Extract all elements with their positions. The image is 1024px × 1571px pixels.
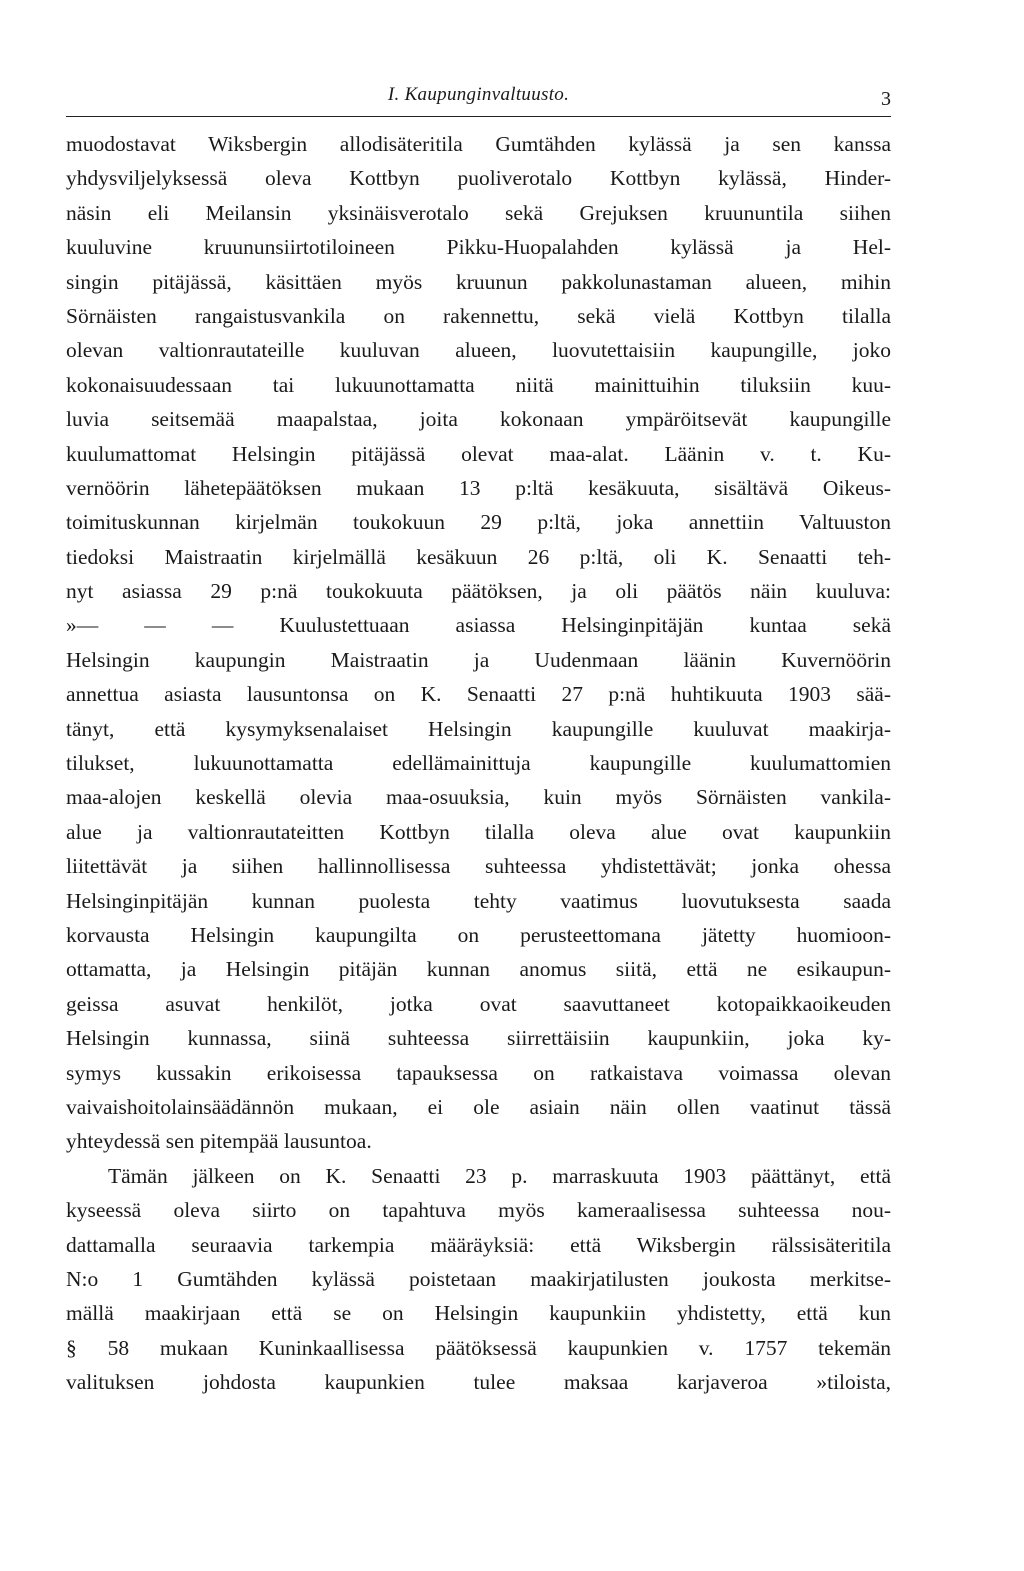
text-line: kuuluvine kruununsiirtotiloineen Pikku-Huopalahden kylässä ja Hel- [66, 235, 891, 260]
text-line: tilukset, lukuunottamatta edellämainittuja kaupungille kuulumattomien [66, 751, 891, 776]
text-line: korvausta Helsingin kaupungilta on perusteettomana jätetty huomioon- [66, 922, 891, 947]
text-line: maa-alojen keskellä olevia maa-osuuksia, kuin myös Sörnäisten vankila- [66, 785, 891, 810]
page-number: 3 [881, 88, 891, 110]
text-line: annettua asiasta lausuntonsa on K. Senaatti 27 p:nä huhtikuuta 1903 sää- [66, 682, 891, 707]
paragraph-end-line: yhteydessä sen pitempää lausuntoa. [66, 1129, 372, 1154]
text-line: symys kussakin erikoisessa tapauksessa on ratkaistava voimassa olevan [66, 1060, 891, 1085]
text-line: mällä maakirjaan että se on Helsingin kaupunkiin yhdistetty, että kun [66, 1301, 891, 1326]
text-line: näsin eli Meilansin yksinäisverotalo sekä Grejuksen kruununtila siihen [66, 200, 891, 225]
text-line: kyseessä oleva siirto on tapahtuva myös kameraalisessa suhteessa nou- [66, 1198, 891, 1223]
running-title: I. Kaupunginvaltuusto. [387, 84, 570, 105]
text-line: Helsingin kunnassa, siinä suhteessa siirrettäisiin kaupunkiin, joka ky- [66, 1026, 891, 1051]
text-line: tiedoksi Maistraatin kirjelmällä kesäkuun 26 p:ltä, oli K. Senaatti teh- [66, 544, 891, 569]
text-line: toimituskunnan kirjelmän toukokuun 29 p:ltä, joka annettiin Valtuuston [66, 510, 891, 535]
text-line: vaivaishoitolainsäädännön mukaan, ei ole asiain näin ollen vaatinut tässä [66, 1094, 891, 1119]
text-line: tänyt, että kysymyksenalaiset Helsingin kaupungille kuuluvat maakirja- [66, 716, 891, 741]
document-page [66, 80, 891, 1399]
text-line: yhdysviljelyksessä oleva Kottbyn puoliverotalo Kottbyn kylässä, Hinder- [66, 166, 891, 191]
quote-start-line: »— — — Kuulustettuaan asiassa Helsinginpitäjän kuntaa sekä [66, 613, 891, 638]
running-header [66, 80, 891, 117]
text-line: Sörnäisten rangaistusvankila on rakennettu, sekä vielä Kottbyn tilalla [66, 303, 891, 328]
text-line: geissa asuvat henkilöt, jotka ovat saavuttaneet kotopaikkaoikeuden [66, 991, 891, 1016]
text-line: N:o 1 Gumtähden kylässä poistetaan maakirjatilusten joukosta merkitse- [66, 1266, 891, 1291]
text-line: singin pitäjässä, käsittäen myös kruunun pakkolunastaman alueen, mihin [66, 269, 891, 294]
text-line: nyt asiassa 29 p:nä toukokuuta päätöksen, ja oli päätös näin kuuluva: [66, 579, 891, 604]
text-line: alue ja valtionrautateitten Kottbyn tilalla oleva alue ovat kaupunkiin [66, 819, 891, 844]
text-line: liitettävät ja siihen hallinnollisessa suhteessa yhdistettävät; jonka ohessa [66, 854, 891, 879]
text-line: valituksen johdosta kaupunkien tulee maksaa karjaveroa »tiloista, [66, 1370, 891, 1395]
text-line: muodostavat Wiksbergin allodisäteritila Gumtähden kylässä ja sen kanssa [66, 132, 891, 156]
text-line: kuulumattomat Helsingin pitäjässä olevat maa-alat. Läänin v. t. Ku- [66, 441, 891, 466]
text-line: luvia seitsemää maapalstaa, joita kokonaan ympäröitsevät kaupungille [66, 407, 891, 432]
body-text [66, 127, 891, 1399]
text-line: ottamatta, ja Helsingin pitäjän kunnan anomus siitä, että ne esikaupun- [66, 957, 891, 982]
text-line: dattamalla seuraavia tarkempia määräyksiä: että Wiksbergin rälssisäteritila [66, 1232, 891, 1257]
text-line: § 58 mukaan Kuninkaallisessa päätöksessä kaupunkien v. 1757 tekemän [66, 1335, 891, 1360]
text-line: olevan valtionrautateille kuuluvan alueen, luovutettaisiin kaupungille, joko [66, 338, 891, 363]
text-line: Helsingin kaupungin Maistraatin ja Uudenmaan läänin Kuvernöörin [66, 647, 891, 672]
text-line: Helsinginpitäjän kunnan puolesta tehty vaatimus luovutuksesta saada [66, 888, 891, 913]
text-line: vernöörin lähetepäätöksen mukaan 13 p:ltä kesäkuuta, sisältävä Oikeus- [66, 475, 891, 500]
text-line: kokonaisuudessaan tai lukuunottamatta niitä mainittuihin tiluksiin kuu- [66, 372, 891, 397]
paragraph-start-line: Tämän jälkeen on K. Senaatti 23 p. marraskuuta 1903 päättänyt, että [108, 1163, 891, 1188]
